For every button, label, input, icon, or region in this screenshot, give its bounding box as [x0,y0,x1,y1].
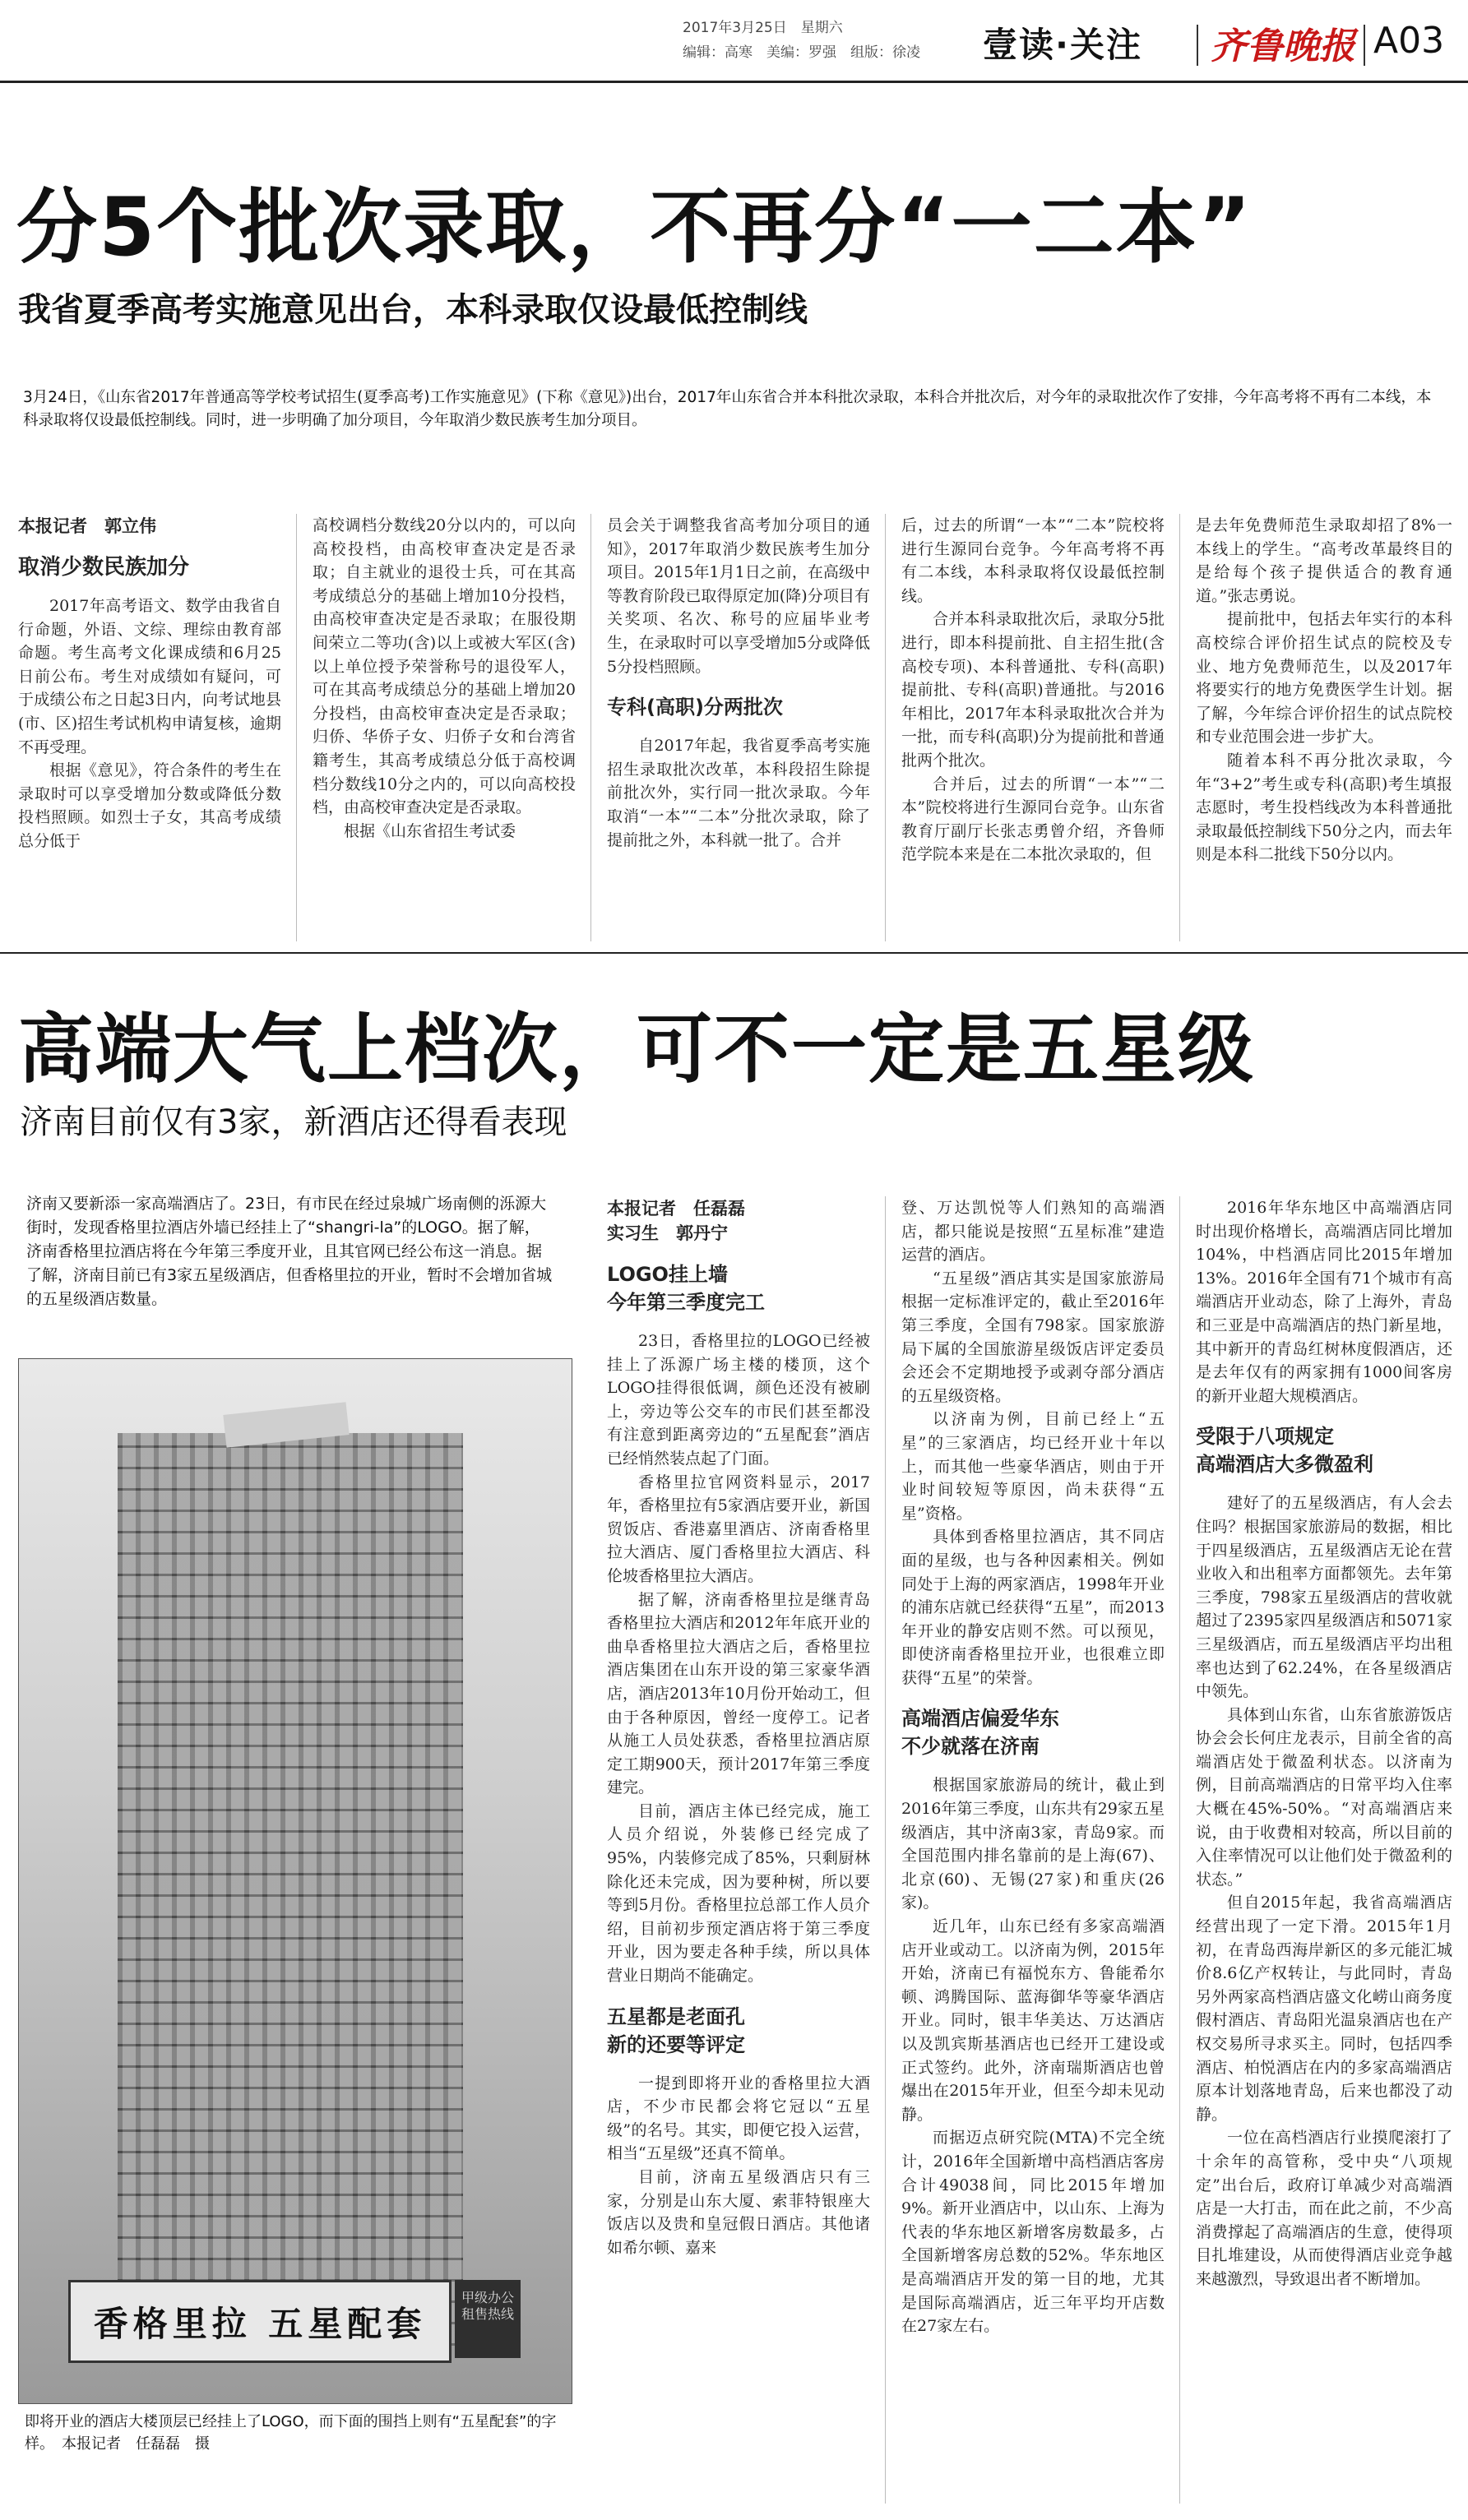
column-rule [885,514,886,941]
story2-lead: 济南又要新添一家高端酒店了。23日，有市民在经过泉城广场南侧的泺源大街时，发现香格里拉酒店外墙已经挂上了“shangri-la”的LOGO。据了解，济南香格里拉酒店将在今年第三季度开业，且其官网已经公布这一消息。据了解，济南目前已有3家五星级酒店，但香格里拉的开业，暂时不会增加省城的五星级酒店数量。 [26,1195,553,1308]
paragraph: 一提到即将开业的香格里拉大酒店，不少市民都会将它冠以“五星级”的名号。其实，即便它投入运营，相当“五星级”还真不简单。 [607,2074,870,2163]
story1-subhead-b: 专科(高职)分两批次 [607,696,783,719]
story1-lead: 3月24日，《山东省2017年普通高等学校考试招生(夏季高考)工作实施意见》(下称《意见》)出台，2017年山东省合并本科批次录取，本科合并批次后，对今年的录取批次作了安排，今年高考将不再有二本线，本科录取将仅设最低控制线。同时，进一步明确了加分项目，今年取消少数民族考生加分项目。 [23,389,1432,429]
paragraph: 23日，香格里拉的LOGO已经被挂上了泺源广场主楼的楼顶，这个LOGO挂得很低调，颜色还没有被刷上，旁边等公交车的市民们甚至都没有注意到距离旁边的“五星配套”酒店已经悄然装点起了门面。 [607,1332,870,1468]
paragraph: 目前，济南五星级酒店只有三家，分别是山东大厦、索菲特银座大饭店以及贵和皇冠假日酒店。其他诸如希尔顿、嘉来 [607,2168,870,2257]
paragraph: 合并本科录取批次后，录取分5批进行，即本科提前批、自主招生批(含高校专项)、本科普通批、专科(高职)提前批、专科(高职)普通批。与2016年相比，2017年本科录取批次合并为一批，而专科(高职)分为提前批和普通批两个批次。 [901,610,1165,770]
paragraph: 以济南为例，目前已经上“五星”的三家酒店，均已经开业十年以上，而其他一些豪华酒店，则由于开业时间较短等原因，尚未获得“五星”资格。 [901,1410,1165,1523]
hotel-building-photo [18,1358,572,2404]
paragraph: 一位在高档酒店行业摸爬滚打了十余年的高管称，受中央“八项规定”出台后，政府订单减少对高端酒店是一大打击，而在此之前，不少高消费撑起了高端酒店的生意，使得项目扎堆建设，从而使得酒店业竞争越来越激烈，导致退出者不断增加。 [1196,2129,1452,2288]
story2-subhead-d: 受限于八项规定 高端酒店大多微盈利 [1196,1425,1373,1477]
story2-byline-reporter: 本报记者 任磊磊 [607,1199,745,1218]
column-rule [590,514,591,941]
story2-col3 [901,1196,1165,2338]
paragraph: 而据迈点研究院(MTA)不完全统计，2016年全国新增中高档酒店客房合计49038间，同比2015年增加9%。新开业酒店中，以山东、上海为代表的华东地区新增客房数最多，占全国新增客房总数的52%。华东地区是高端酒店开发的第一目的地，尤其是国际高端酒店，近三年平均开店数在27家左右。 [901,2129,1165,2336]
hoarding-text: 香格里拉 五星配套 [93,2303,427,2344]
column-rule [885,1196,886,2504]
story2-col4 [1196,1196,1452,2291]
page-number: A03 [1373,20,1445,62]
editor-credits: 编辑：高寒 美编：罗强 组版：徐凌 [683,44,920,61]
issue-date: 2017年3月25日 星期六 [683,20,843,36]
paragraph: 自2017年起，我省夏季高考实施招生录取批次改革，本科段招生除提前批次外，实行同一批次录取。今年取消“一本”“二本”分批次录取，除了提前批之外，本科就一批了。合并 [607,737,870,849]
paragraph: 根据国家旅游局的统计，截止到2016年第三季度，山东共有29家五星级酒店，其中济南3家，青岛9家。而全国范围内排名靠前的是上海(67)、北京(60)、无锡(27家)和重庆(26家)。 [901,1776,1165,1912]
paragraph: 根据《意见》，符合条件的考生在录取时可以享受增加分数或降低分数投档照顾。如烈士子女，其高考成绩总分低于 [18,761,281,850]
story1-col3 [607,514,870,852]
paper-logo: 齐鲁晚报 [1211,25,1355,67]
paragraph: 根据《山东省招生考试委 [344,821,516,840]
masthead-divider-2 [1364,25,1365,66]
column-rule [1179,1196,1180,2504]
story1-subheadline: 我省夏季高考实施意见出台，本科录取仅设最低控制线 [18,291,808,329]
paragraph: 2016年华东地区中高端酒店同时出现价格增长，高端酒店同比增加104%，中档酒店同比2015年增加13%。2016年全国有71个城市有高端酒店开业动态，除了上海外，青岛和三亚是中高端酒店的热门新星地，其中新开的青岛红树林度假酒店，还是去年仅有的两家拥有1000间客房的新开业超大规模酒店。 [1196,1199,1452,1405]
story1-subhead-a: 取消少数民族加分 [18,555,190,580]
story1-headline: 分5个批次录取，不再分“一二本” [16,181,1253,275]
story1-col2 [313,514,576,843]
section-name: 壹读·关注 [983,25,1142,65]
story1-col5 [1196,514,1452,867]
column-rule [296,514,297,941]
paragraph: 登、万达凯悦等人们熟知的高端酒店，都只能说是按照“五星标准”建造运营的酒店。 [901,1199,1165,1265]
story2-byline-intern: 实习生 郭丹宁 [607,1223,728,1243]
paragraph: 合并后，过去的所谓“一本”“二本”院校将进行生源同台竞争。山东省教育厅副厅长张志勇曾介绍，齐鲁师范学院本来是在二本批次录取的，但 [901,774,1165,864]
story2-subhead-c: 高端酒店偏爱华东 不少就落在济南 [901,1707,1059,1759]
story2-subhead-a: LOGO挂上墙 今年第三季度完工 [607,1263,765,1314]
story2-subheadline: 济南目前仅有3家，新酒店还得看表现 [20,1103,567,1141]
story1-col4 [901,514,1165,867]
paragraph: 但自2015年起，我省高端酒店经营出现了一定下滑。2015年1月初，在青岛西海岸新区的多元能汇城价8.6亿产权转让，与此同时，青岛另外两家高档酒店盛文化崂山商务度假村酒店、青岛阳光温泉酒店也在产权交易所寻求买主。同时，包括四季酒店、柏悦酒店在内的多家高端酒店原本计划落地青岛，后来也都没了动静。 [1196,1893,1452,2124]
construction-hoarding-sign [68,2280,452,2363]
paragraph: 2017年高考语文、数学由我省自行命题，外语、文综、理综由教育部命题。考生高考文化课成绩和6月25日前公布。考生对成绩如有疑问，可于成绩公布之日起3日内，向考试地县(市、区)招生考试机构申请复核，逾期不再受理。 [18,597,281,756]
story2-headline: 高端大气上档次，可不一定是五星级 [18,1006,1256,1094]
masthead-rule [0,81,1468,83]
paragraph: 香格里拉官网资料显示，2017年，香格里拉有5家酒店要开业，新国贸饭店、香港嘉里酒店、济南香格里拉大酒店、厦门香格里拉大酒店、科伦坡香格里拉大酒店。 [607,1473,870,1585]
leasing-sign: 甲级办公 租售热线 [455,2280,521,2358]
paragraph: 后，过去的所谓“一本”“二本”院校将进行生源同台竞争。今年高考将不再有二本线，本科录取将仅设最低控制线。 [901,516,1165,605]
story2-col2 [607,1196,870,2259]
story-separator [0,952,1468,954]
paragraph: 提前批中，包括去年实行的本科高校综合评价招生试点的院校及专业、地方免费师范生，以及2017年将要实行的地方免费医学生计划。据了解，今年综合评价招生的试点院校和专业范围会进一步扩大。 [1196,610,1452,747]
story1-col1 [18,514,281,853]
column-rule [1179,514,1180,941]
paragraph: 近几年，山东已经有多家高端酒店开业或动工。以济南为例，2015年开始，济南已有福悦东方、鲁能希尔顿、鸿腾国际、蓝海御华等豪华酒店开业。同时，银丰华美达、万达酒店以及凯宾斯基酒店也已经开工建设或正式签约。此外，济南瑞斯酒店也曾爆出在2015年开业，但至今却未见动静。 [901,1917,1165,2124]
paragraph: 具体到香格里拉酒店，其不同店面的星级，也与各种因素相关。例如同处于上海的两家酒店，1998年开业的浦东店就已经获得“五星”，而2013年开业的静安店则不然。可以预见，即使济南香格里拉开业，也很难立即获得“五星”的荣誉。 [901,1528,1165,1687]
paragraph: 高校调档分数线20分以内的，可以向高校投档，由高校审查决定是否录取；自主就业的退役士兵，可在其高考成绩总分的基础上增加10分投档，由高校审查决定是否录取；在服役期间荣立二等功(含)以上或被大军区(含)以上单位授予荣誉称号的退役军人，可在其高考成绩总分的基础上增加20分投档，由高校审查决定是否录取；归侨、华侨子女、归侨子女和台湾省籍考生，其高考成绩总分低于高校调档分数线10分之内的，可以向高校投档，由高校审查决定是否录取。 [313,516,576,817]
masthead-divider [1197,25,1198,66]
paragraph: 建好了的五星级酒店，有人会去住吗？根据国家旅游局的数据，相比于四星级酒店，五星级酒店无论在营业收入和出租率方面都领先。去年第三季度，798家五星级酒店的营收就超过了2395家四星级酒店和5071家三星级酒店，而五星级酒店平均出租率也达到了62.24%，在各星级酒店中领先。 [1196,1494,1452,1701]
paragraph: 目前，酒店主体已经完成，施工人员介绍说，外装修已经完成了95%，内装修完成了85%，只剩厨林除化还未完成，因为要种树，所以要等到5月份。香格里拉总部工作人员介绍，目前初步预定酒店将于第三季度开业，因为要走各种手续，所以具体营业日期尚不能确定。 [607,1801,870,1986]
paragraph: 随着本科不再分批次录取，今年“3+2”考生或专科(高职)考生填报志愿时，考生投档线改为本科普通批录取最低控制线下50分之内，而去年则是本科二批线下50分以内。 [1196,751,1452,864]
paragraph: 员会关于调整我省高考加分项目的通知》，2017年取消少数民族考生加分项目。2015年1月1日之前，在高级中等教育阶段已取得原定加(降)分项目有关奖项、名次、称号的应届毕业考生，在录取时可以享受增加5分或降低5分投档照顾。 [607,516,870,676]
photo-caption: 即将开业的酒店大楼顶层已经挂上了LOGO，而下面的围挡上则有“五星配套”的字样。 本报记者 任磊磊 摄 [25,2413,557,2453]
paragraph: 据了解，济南香格里拉是继青岛香格里拉大酒店和2012年年底开业的曲阜香格里拉大酒店之后，香格里拉酒店集团在山东开设的第三家豪华酒店，酒店2013年10月份开始动工，但由于各种原因，曾经一度停工。记者从施工人员处获悉，香格里拉酒店原定工期900天，预计2017年第三季度建完。 [607,1590,870,1797]
paragraph: “五星级”酒店其实是国家旅游局根据一定标准评定的，截止至2016年第三季度，全国有798家。国家旅游局下属的全国旅游星级饭店评定委员会还会不定期地授予或剥夺部分酒店的五星级资格。 [901,1269,1165,1405]
story1-byline: 本报记者 郭立伟 [18,516,156,536]
paragraph: 具体到山东省，山东省旅游饭店协会会长何庄龙表示，目前全省的高端酒店处于微盈利状态。以济南为例，目前高端酒店的日常平均入住率大概在45%-50%。“对高端酒店来说，由于收费相对较高，所以目前的入住率情况可以让他们处于微盈利的状态。” [1196,1705,1452,1889]
paragraph: 是去年免费师范生录取却招了8%一本线上的学生。“高考改革最终目的是给每个孩子提供适合的教育通道。”张志勇说。 [1196,516,1452,605]
story2-subhead-b: 五星都是老面孔 新的还要等评定 [607,2004,745,2056]
building-floors [118,1433,463,2346]
